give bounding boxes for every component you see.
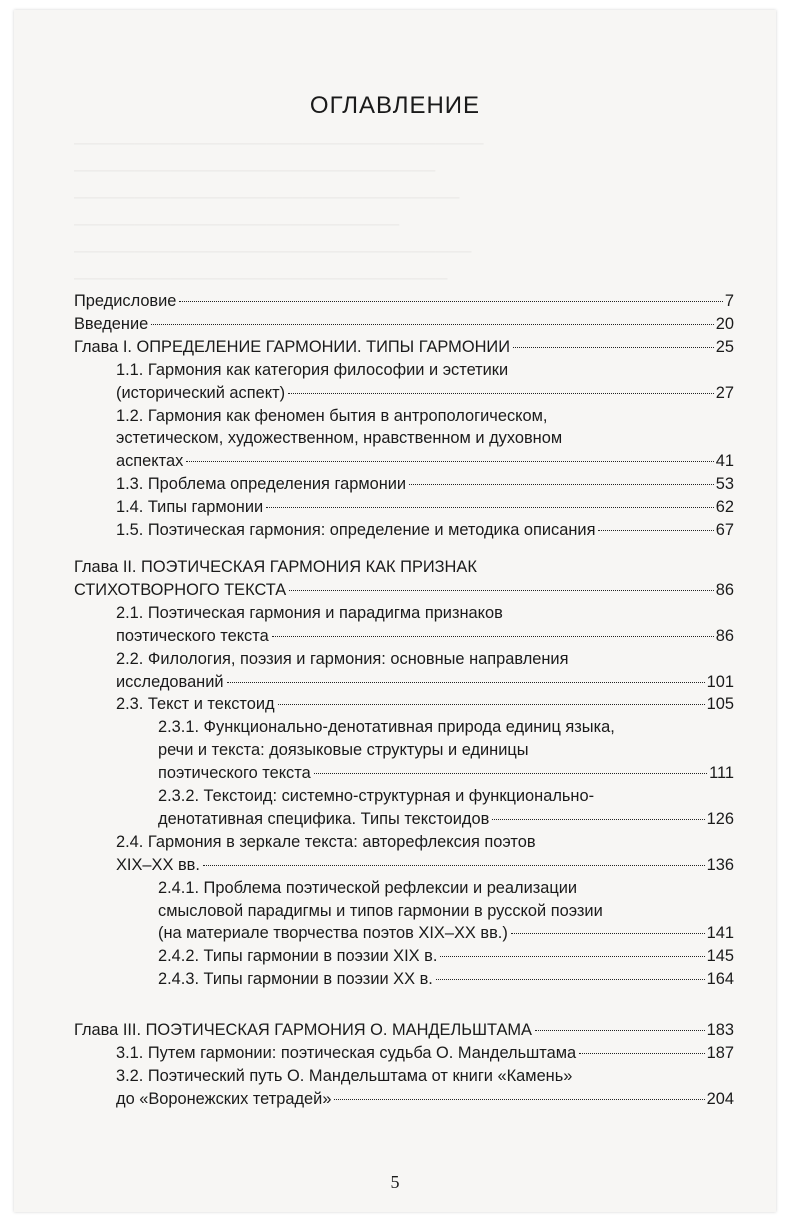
toc-entry	[74, 556, 734, 602]
toc-entry-title: (на материале творчества поэтов XIX–XX вв.)	[158, 924, 508, 943]
toc-entry-row	[158, 808, 734, 831]
toc-entry-row	[158, 945, 734, 968]
toc-page-number: 111	[709, 764, 734, 783]
dot-leader	[179, 301, 722, 302]
toc-entry-title: 2.4.2. Типы гармонии в поэзии XIX в.	[158, 947, 438, 966]
toc-page-number: 25	[715, 337, 734, 356]
toc-page-number: 204	[706, 1089, 734, 1108]
toc-page-number: 27	[715, 383, 734, 402]
toc-page-number: 187	[706, 1044, 734, 1063]
toc-entry-row	[116, 625, 734, 648]
toc-entry-title: XIX–XX вв.	[116, 855, 200, 874]
toc-entry-title: аспектах	[116, 452, 184, 471]
toc-entry-title: СТИХОТВОРНОГО ТЕКСТА	[74, 580, 287, 599]
toc-entry-row	[158, 922, 734, 945]
toc-entry-title: поэтического текста	[116, 626, 269, 645]
toc-entry-row	[116, 519, 734, 542]
dot-leader	[289, 590, 714, 591]
toc-entry-title: поэтического текста	[158, 764, 311, 783]
toc-entry-row	[158, 968, 734, 991]
toc-entry-title-line: 3.2. Поэтический путь О. Мандельштама от книги «Камень»	[116, 1067, 573, 1085]
toc-entry-title: 1.5. Поэтическая гармония: определение и методика описания	[116, 521, 596, 540]
toc-page-number: 145	[706, 947, 734, 966]
toc-entry	[74, 519, 734, 542]
toc-entry-title: Глава III. ПОЭТИЧЕСКАЯ ГАРМОНИЯ О. МАНДЕЛЬШТАМА	[74, 1021, 532, 1040]
toc-entry-title-line: эстетическом, художественном, нравственном и духовном	[116, 429, 563, 448]
toc-entry-title-line: 2.1. Поэтическая гармония и парадигма признаков	[116, 603, 503, 622]
toc-entry	[74, 313, 734, 336]
book-page	[14, 10, 776, 1212]
dot-leader	[440, 956, 704, 957]
show-through-text: ────────────────────────────────── ────────────────────────────── ──────────────────────────────── ─────────────────────────── ───────────────────────────────── ───────────────────────────────	[74, 134, 484, 288]
toc-entry	[74, 290, 734, 313]
toc-entry	[74, 785, 734, 831]
toc-entry	[74, 693, 734, 716]
toc-entry-row	[116, 671, 734, 694]
toc-page-number: 41	[715, 452, 734, 471]
toc-entry-title: 2.3. Текст и текстоид	[116, 695, 275, 714]
toc-entry-title-line: 2.4. Гармония в зеркале текста: авторефлексия поэтов	[116, 832, 536, 851]
toc-entry-row	[116, 854, 734, 877]
dot-leader	[288, 393, 714, 394]
toc-entry-row	[116, 382, 734, 405]
toc-entry-row	[74, 579, 734, 602]
toc-entry	[74, 648, 734, 694]
toc-page-number: 126	[706, 809, 734, 828]
toc-page-number: 7	[724, 292, 734, 310]
toc-entry-title: Глава I. ОПРЕДЕЛЕНИЕ ГАРМОНИИ. ТИПЫ ГАРМОНИИ	[74, 337, 510, 356]
toc-page-number: 62	[715, 498, 734, 517]
toc-page-number: 105	[706, 695, 734, 714]
toc-page-number: 20	[715, 314, 734, 333]
dot-leader	[492, 819, 704, 820]
toc-page-number: 53	[715, 475, 734, 494]
toc-entry-row	[116, 473, 734, 496]
toc-entry-row	[116, 693, 734, 716]
toc-page-number: 183	[706, 1021, 734, 1040]
toc-entry-row	[116, 496, 734, 519]
toc-entry	[74, 359, 734, 405]
toc-page-number: 86	[715, 626, 734, 645]
dot-leader	[436, 979, 705, 980]
toc-entry-title: 1.4. Типы гармонии	[116, 498, 264, 517]
toc-page-number: 86	[715, 580, 734, 599]
toc-entry-row	[116, 450, 734, 473]
dot-leader	[203, 865, 705, 866]
toc-entry-title: 2.4.3. Типы гармонии в поэзии XX в.	[158, 970, 433, 989]
dot-leader	[266, 507, 714, 508]
toc-entry-title: 3.1. Путем гармонии: поэтическая судьба О. Мандельштама	[116, 1044, 577, 1063]
toc-entry-row	[74, 290, 734, 313]
toc-page-number: 101	[706, 672, 734, 691]
toc-entry-title-line: смысловой парадигмы и типов гармонии в русской поэзии	[158, 901, 603, 920]
toc-entry-title-line: 1.2. Гармония как феномен бытия в антропологическом,	[116, 406, 548, 425]
dot-leader	[227, 682, 705, 683]
toc-entry-title: (исторический аспект)	[116, 383, 286, 402]
toc-page-number: 67	[715, 521, 734, 540]
toc-entry-title-line: 2.3.2. Текстоид: системно-структурная и функционально-	[158, 787, 595, 806]
page-title: ОГЛАВЛЕНИЕ	[309, 92, 481, 119]
toc-entry-title: Введение	[74, 314, 149, 333]
toc-entry-title-line: 2.3.1. Функционально-денотативная природа единиц языка,	[158, 718, 615, 737]
dot-leader	[409, 484, 714, 485]
dot-leader	[314, 773, 707, 774]
toc-entry	[74, 1042, 734, 1065]
toc-entry	[74, 336, 734, 359]
toc-entry	[74, 496, 734, 519]
toc-entry-title: Предисловие	[74, 292, 177, 310]
toc-entry-title: до «Воронежских тетрадей»	[116, 1089, 332, 1108]
toc-entry	[74, 831, 734, 877]
dot-leader	[334, 1099, 704, 1100]
toc-entry-title-line: 2.2. Филология, поэзия и гармония: основные направления	[116, 649, 569, 668]
page-number: 5	[390, 1172, 400, 1192]
toc-entry-title-line: речи и текста: доязыковые структуры и единицы	[158, 741, 529, 760]
toc-entry-row	[116, 1042, 734, 1065]
toc-entry	[74, 1065, 734, 1111]
toc-entry-row	[74, 1019, 734, 1042]
toc-entry	[74, 877, 734, 946]
toc-entry	[74, 473, 734, 496]
toc-entry-row	[116, 1088, 734, 1111]
toc-entry	[74, 716, 734, 785]
toc-page-number: 136	[706, 855, 734, 874]
toc-entry	[74, 602, 734, 648]
toc-entry-title: денотативная специфика. Типы текстоидов	[158, 809, 490, 828]
dot-leader	[151, 324, 714, 325]
table-of-contents	[74, 290, 734, 1111]
dot-leader	[511, 933, 705, 934]
dot-leader	[579, 1053, 705, 1054]
toc-entry	[74, 1019, 734, 1042]
toc-entry-title-line: 2.4.1. Проблема поэтической рефлексии и реализации	[158, 878, 578, 897]
toc-entry-row	[158, 762, 734, 785]
toc-entry-title-line: 1.1. Гармония как категория философии и эстетики	[116, 360, 509, 379]
dot-leader	[278, 704, 705, 705]
dot-leader	[535, 1030, 705, 1031]
toc-entry-title: 1.3. Проблема определения гармонии	[116, 475, 407, 494]
toc-entry-title: исследований	[116, 672, 224, 691]
dot-leader	[513, 347, 714, 348]
dot-leader	[186, 461, 713, 462]
toc-entry	[74, 405, 734, 474]
toc-entry-row	[74, 313, 734, 336]
toc-entry-row	[74, 336, 734, 359]
toc-page-number: 164	[706, 970, 734, 989]
dot-leader	[272, 636, 714, 637]
toc-entry	[74, 945, 734, 968]
toc-entry-title-line: Глава II. ПОЭТИЧЕСКАЯ ГАРМОНИЯ КАК ПРИЗНАК	[74, 557, 477, 576]
toc-page-number: 141	[706, 924, 734, 943]
toc-entry	[74, 968, 734, 991]
dot-leader	[598, 530, 713, 531]
